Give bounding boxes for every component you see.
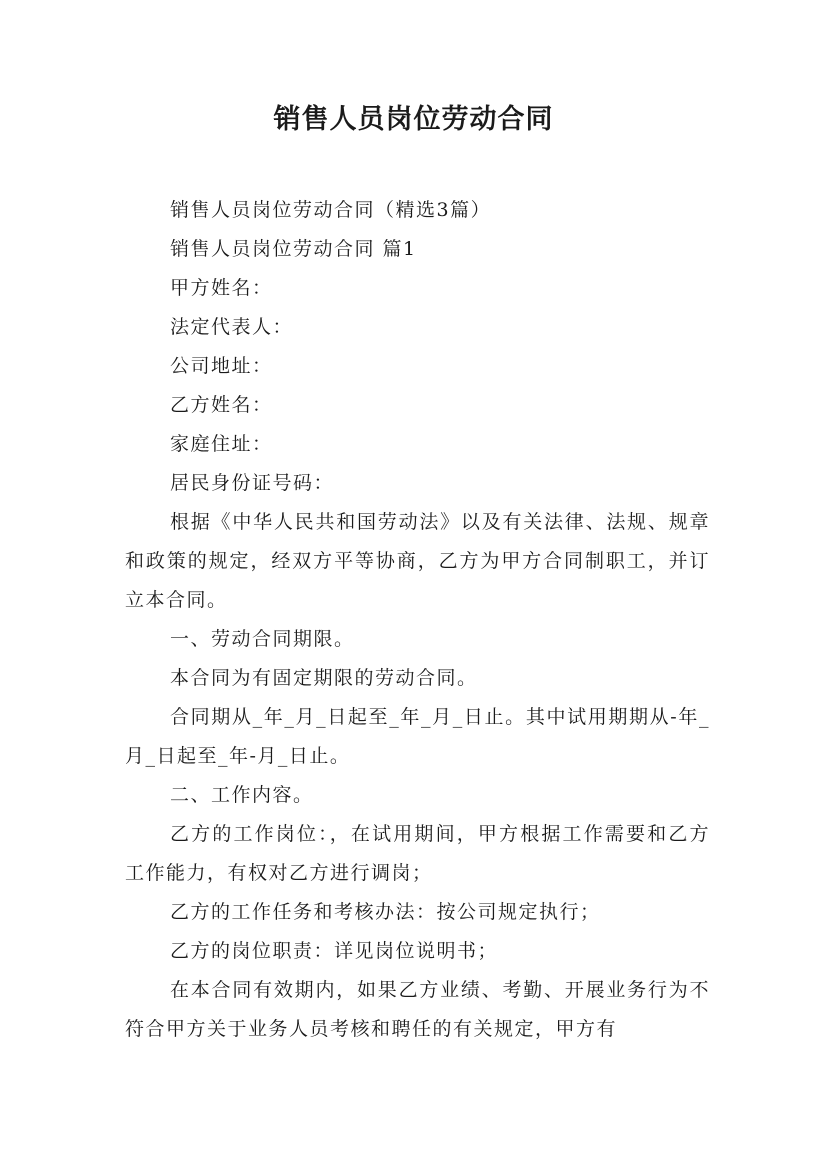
paragraph-clause-1-heading: 一、劳动合同期限。: [170, 628, 355, 650]
paragraph-company-address: 公司地址：: [170, 355, 273, 377]
paragraph-job-position: 乙方的工作岗位：，在试用期间，甲方根据工作需要和乙方工作能力，有权对乙方进行调岗；: [125, 823, 710, 884]
paragraph-job-tasks: 乙方的工作任务和考核办法：按公司规定执行；: [170, 901, 601, 923]
document-body: [125, 191, 710, 1049]
paragraph-contract-period: 合同期从_年_月_日起至_年_月_日止。其中试用期期从-年_月_日起至_年-月_日止。: [125, 706, 710, 767]
paragraph-section-heading: 销售人员岗位劳动合同 篇1: [170, 238, 417, 260]
paragraph-home-address: 家庭住址：: [170, 433, 273, 455]
paragraph-clause-1-text: 本合同为有固定期限的劳动合同。: [170, 667, 478, 689]
document-title: 销售人员岗位劳动合同: [273, 104, 554, 135]
paragraph-subtitle: 销售人员岗位劳动合同（精选3篇）: [170, 199, 492, 221]
paragraph-legal-representative: 法定代表人：: [170, 316, 294, 338]
paragraph-party-b-name: 乙方姓名：: [170, 394, 273, 416]
paragraph-preamble: 根据《中华人民共和国劳动法》以及有关法律、法规、规章和政策的规定，经双方平等协商，乙方为甲方合同制职工，并订立本合同。: [125, 511, 710, 611]
paragraph-job-duties: 乙方的岗位职责：详见岗位说明书；: [170, 940, 499, 962]
paragraph-party-a-name: 甲方姓名：: [170, 277, 273, 299]
paragraph-clause-2-heading: 二、工作内容。: [170, 784, 314, 806]
paragraph-performance-clause: 在本合同有效期内，如果乙方业绩、考勤、开展业务行为不符合甲方关于业务人员考核和聘任的有关规定，甲方有: [125, 979, 710, 1040]
paragraph-id-number: 居民身份证号码：: [170, 472, 335, 494]
